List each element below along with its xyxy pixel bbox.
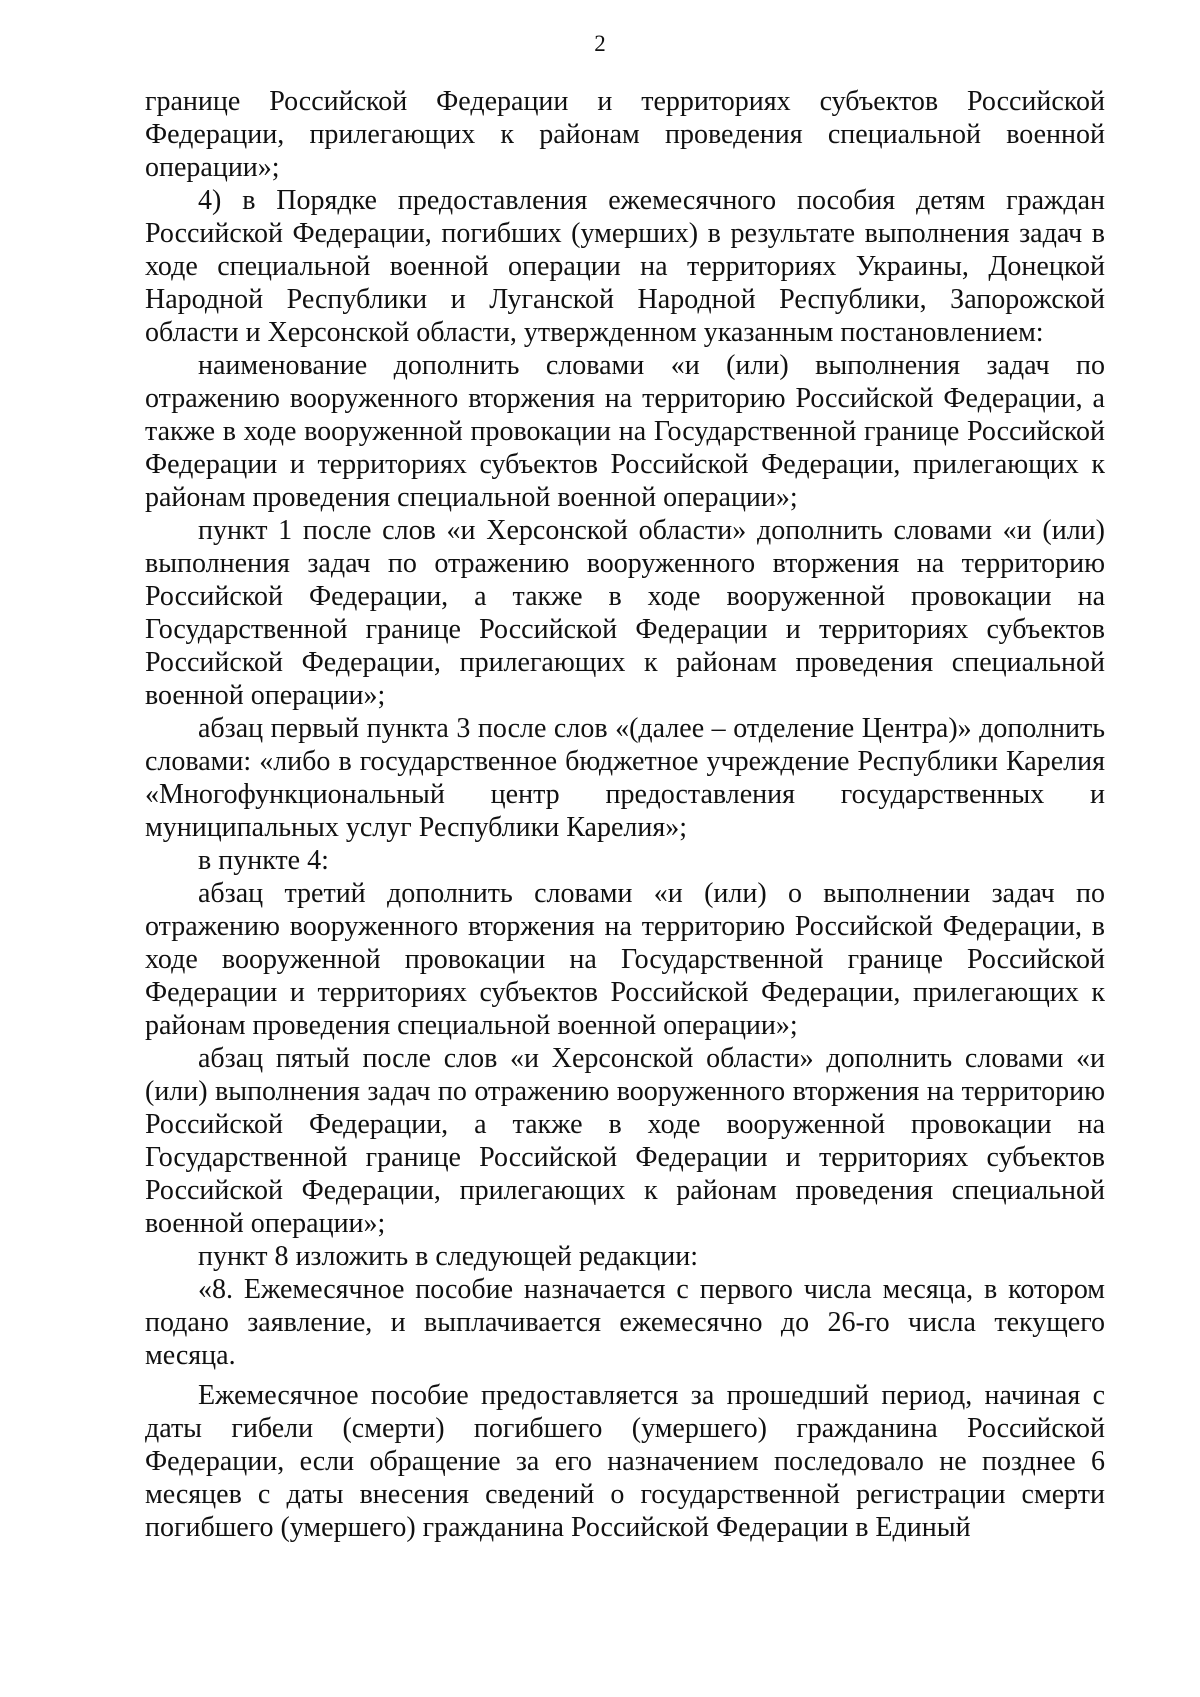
paragraph-point-4-fifth: абзац пятый после слов «и Херсонской области» дополнить словами «и (или) выполнения задач по отражению вооруженного вторжения на территорию Российской Федерации, а также в ходе вооруженной провокации на Государственной границе Российской Федерации и территориях субъектов Российской Федерации, прилегающих к районам проведения специальной военной операции»; bbox=[145, 1043, 1105, 1239]
paragraph-point-4-third: абзац третий дополнить словами «и (или) о выполнении задач по отражению вооруженного вторжения на территорию Российской Федерации, в ходе вооруженной провокации на Государственной границе Российской Федерации и территориях субъектов Российской Федерации, прилегающих к районам проведения специальной военной операции»; bbox=[145, 878, 1105, 1041]
paragraph-point-1-amendment: пункт 1 после слов «и Херсонской области» дополнить словами «и (или) выполнения задач по отражению вооруженного вторжения на территорию Российской Федерации, а также в ходе вооруженной провокации на Государственной границе Российской Федерации и территориях субъектов Российской Федерации, прилегающих к районам проведения специальной военной операции»; bbox=[145, 515, 1105, 711]
paragraph-continuation: границе Российской Федерации и территориях субъектов Российской Федерации, прилегающих к районам проведения специальной военной операции»; bbox=[145, 86, 1105, 183]
page-number: 2 bbox=[594, 31, 606, 56]
paragraph-title-amendment: наименование дополнить словами «и (или) выполнения задач по отражению вооруженного вторжения на территорию Российской Федерации, а также в ходе вооруженной провокации на Государственной границе Российской Федерации и территориях субъектов Российской Федерации, прилегающих к районам проведения специальной военной операции»; bbox=[145, 350, 1105, 513]
paragraph-point-3-amendment: абзац первый пункта 3 после слов «(далее – отделение Центра)» дополнить словами: «либо в государственное бюджетное учреждение Республики Карелия «Многофункциональный центр предоставления государственных и муниципальных услуг Республики Карелия»; bbox=[145, 713, 1105, 843]
paragraph-point-4-intro: в пункте 4: bbox=[198, 845, 329, 876]
paragraph-item-4: 4) в Порядке предоставления ежемесячного пособия детям граждан Российской Федерации, погибших (умерших) в результате выполнения задач в ходе специальной военной операции на территориях Украины, Донецкой Народной Республики и Луганской Народной Республики, Запорожской области и Херсонской области, утвержденном указанным постановлением: bbox=[145, 185, 1105, 348]
paragraph-point-8-intro: пункт 8 изложить в следующей редакции: bbox=[198, 1241, 698, 1272]
document-body bbox=[145, 85, 1105, 1544]
paragraph-point-8-text: «8. Ежемесячное пособие назначается с первого числа месяца, в котором подано заявление, и выплачивается ежемесячно до 26-го числа текущего месяца. bbox=[145, 1274, 1105, 1371]
paragraph-point-8-period: Ежемесячное пособие предоставляется за прошедший период, начиная с даты гибели (смерти) погибшего (умершего) гражданина Российской Федерации, если обращение за его назначением последовало не позднее 6 месяцев с даты внесения сведений о государственной регистрации смерти погибшего (умершего) гражданина Российской Федерации в Единый bbox=[145, 1380, 1105, 1543]
